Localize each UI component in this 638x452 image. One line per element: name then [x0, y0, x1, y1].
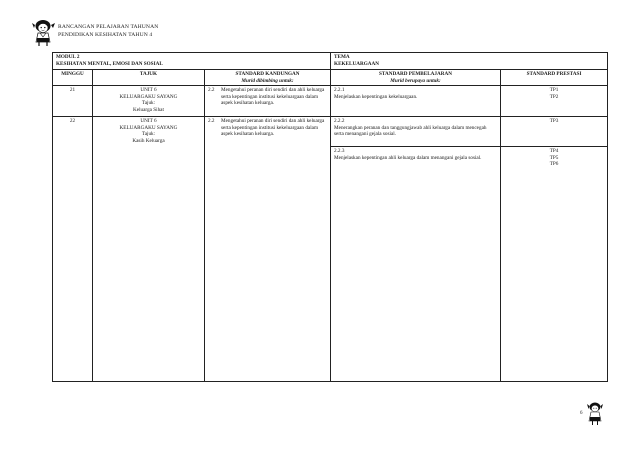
col-standard-kandungan-sub: Murid dibimbing untuk:	[241, 77, 294, 84]
pembelajaran-text: Menjelaskan kepentingan kekeluargaan.	[334, 93, 418, 100]
tajuk-unit-title: KELUARGAKU SAYANG	[119, 124, 178, 131]
page-number: 6	[580, 411, 583, 416]
pembelajaran-cell	[331, 86, 501, 117]
kandungan-number: 2.2	[208, 118, 215, 125]
tajuk-cell	[93, 117, 205, 382]
col-standard-kandungan-title: STANDARD KANDUNGAN	[235, 71, 300, 77]
tajuk-label: Tajuk:	[141, 131, 156, 138]
table-row	[53, 86, 608, 117]
prestasi-cell	[501, 147, 608, 382]
pembelajaran-code: 2.2.3	[334, 148, 345, 155]
col-standard-kandungan	[205, 70, 331, 86]
prestasi-level: TP4	[549, 148, 559, 155]
tajuk-title: Keluarga Sihat	[133, 106, 164, 113]
modul-title: KESIHATAN MENTAL, EMOSI DAN SOSIAL	[56, 60, 163, 67]
col-standard-pembelajaran	[331, 70, 501, 86]
minggu-cell: 21	[53, 86, 93, 117]
prestasi-level: TP1	[549, 87, 559, 94]
prestasi-level: TP5	[549, 154, 559, 161]
col-standard-pembelajaran-title: STANDARD PEMBELAJARAN	[379, 71, 453, 77]
header-line-2: PENDIDIKAN KESIHATAN TAHUN 4	[58, 32, 153, 38]
module-row	[53, 53, 608, 70]
tajuk-unit-title: KELUARGAKU SAYANG	[119, 93, 178, 100]
tema-cell	[331, 53, 608, 70]
pembelajaran-text: Menerangkan peranan dan tanggungjawab ahli keluarga dalam mencegah serta menangani gejala sosial.	[334, 124, 487, 138]
prestasi-level: TP6	[549, 161, 559, 168]
table-row	[53, 117, 608, 147]
tema-label: TEMA	[334, 54, 350, 60]
prestasi-level: TP2	[549, 93, 559, 100]
kandungan-text: Mengetahui peranan diri sendiri dan ahli keluarga serta kepentingan institusi kekeluargaan dalam aspek kesihatan keluarga.	[221, 87, 325, 107]
tajuk-unit: UNIT 6	[140, 87, 157, 94]
girl-mascot-icon	[32, 18, 56, 46]
col-minggu: MINGGU	[53, 70, 93, 86]
pembelajaran-code: 2.2.1	[334, 87, 345, 94]
header-line-1: RANCANGAN PELAJARAN TAHUNAN	[58, 24, 159, 30]
col-tajuk: TAJUK	[93, 70, 205, 86]
prestasi-cell	[501, 117, 608, 147]
tajuk-unit: UNIT 6	[140, 118, 157, 125]
tajuk-title: Kasih Keluarga	[132, 137, 165, 144]
prestasi-cell	[501, 86, 608, 117]
pembelajaran-cell	[331, 117, 501, 147]
tema-title: KEKELUARGAAN	[334, 60, 379, 67]
pembelajaran-cell	[331, 147, 501, 382]
girl-mascot-icon	[587, 401, 603, 425]
tajuk-label: Tajuk:	[141, 100, 156, 107]
col-standard-pembelajaran-sub: Murid berupaya untuk:	[390, 77, 441, 84]
prestasi-level: TP3	[549, 118, 559, 125]
kandungan-cell	[205, 117, 331, 382]
modul-label: MODUL 2	[56, 54, 80, 60]
kandungan-number: 2.2	[208, 87, 215, 94]
column-header-row	[53, 70, 608, 86]
col-standard-prestasi: STANDARD PRESTASI	[501, 70, 608, 86]
lesson-plan-table	[52, 52, 608, 382]
kandungan-text: Mengetahui peranan diri sendiri dan ahli keluarga serta kepentingan institusi kekeluargaan dalam aspek kesihatan keluarga.	[221, 118, 325, 138]
kandungan-cell	[205, 86, 331, 117]
pembelajaran-code: 2.2.2	[334, 118, 345, 125]
module-cell	[53, 53, 331, 70]
minggu-cell: 22	[53, 117, 93, 382]
tajuk-cell	[93, 86, 205, 117]
pembelajaran-text: Menjelaskan kepentingan ahli keluarga dalam menangani gejala sosial.	[334, 154, 482, 161]
